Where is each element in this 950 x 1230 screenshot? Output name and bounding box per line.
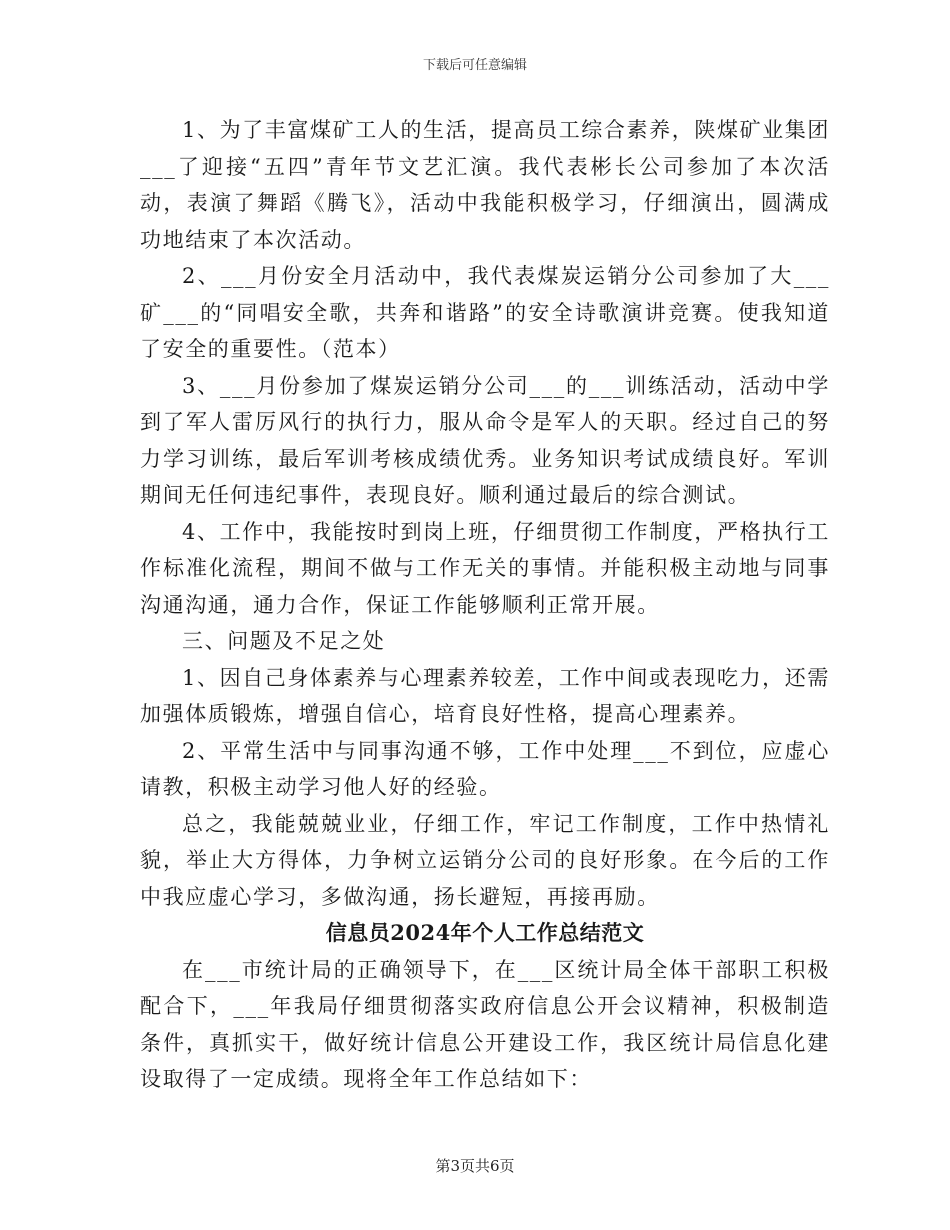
paragraph-issue-1: 1、因自己身体素养与心理素养较差，工作中间或表现吃力，还需加强体质锻炼，增强自信心，培育良好性格，提高心理素养。 bbox=[140, 665, 830, 726]
paragraph-activity-4: 4、工作中，我能按时到岗上班，仔细贯彻工作制度，严格执行工作标准化流程，期间不做与工作无关的事情。并能积极主动地与同事沟通沟通，通力合作，保证工作能够顺利正常开展。 bbox=[140, 519, 830, 617]
paragraph-activity-2: 2、___月份安全月活动中，我代表煤炭运销分公司参加了大___矿___的“同唱安全歌，共奔和谐路”的安全诗歌演讲竞赛。使我知道了安全的重要性。（范本） bbox=[140, 264, 830, 361]
paragraph-intro: 在___市统计局的正确领导下，在___区统计局全体干部职工积极配合下，___年我局仔细贯彻落实政府信息公开会议精神，积极制造条件，真抓实干，做好统计信息公开建设工作，我区统计局信息化建设取得了一定成绩。现将全年工作总结如下： bbox=[140, 957, 830, 1091]
document-title: 信息员2024年个人工作总结范文 bbox=[325, 920, 645, 945]
paragraph-activity-3: 3、___月份参加了煤炭运销分公司___的___训练活动，活动中学到了军人雷厉风行的执行力，服从命令是军人的天职。经过自己的努力学习训练，最后军训考核成绩优秀。业务知识考试成绩良好。军训期间无任何违纪事件，表现良好。顺利通过最后的综合测试。 bbox=[140, 373, 830, 507]
section-heading-issues: 三、问题及不足之处 bbox=[182, 629, 386, 653]
document-body bbox=[140, 112, 830, 1098]
paragraph-activity-1: 1、为了丰富煤矿工人的生活，提高员工综合素养，陕煤矿业集团___了迎接“五四”青年节文艺汇演。我代表彬长公司参加了本次活动，表演了舞蹈《腾飞》，活动中我能积极学习，仔细演出，圆满成功地结束了本次活动。 bbox=[140, 118, 830, 252]
page-header: 下载后可任意编辑 bbox=[422, 58, 527, 73]
paragraph-issue-2: 2、平常生活中与同事沟通不够，工作中处理___不到位，应虚心请教，积极主动学习他人好的经验。 bbox=[140, 738, 830, 799]
paragraph-conclusion: 总之，我能兢兢业业，仔细工作，牢记工作制度，工作中热情礼貌，举止大方得体，力争树立运销分公司的良好形象。在今后的工作中我应虚心学习，多做沟通，扬长避短，再接再励。 bbox=[140, 811, 830, 909]
page-number: 第3页共6页 bbox=[435, 1157, 515, 1175]
